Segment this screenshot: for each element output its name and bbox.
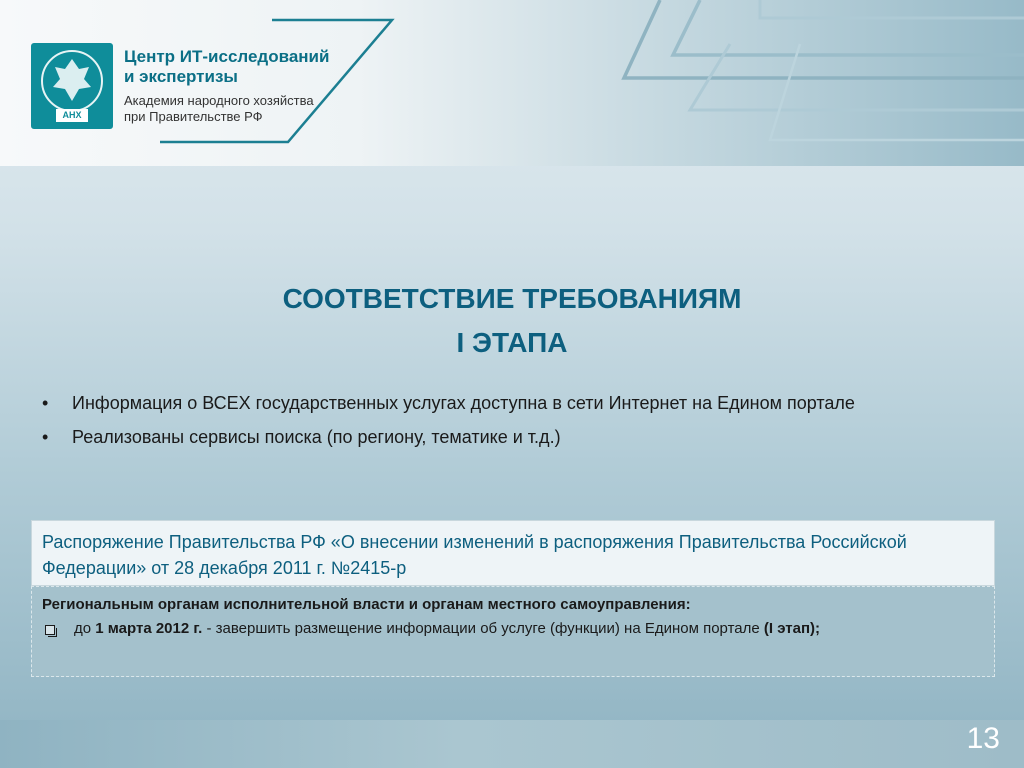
page-number: 13 [966, 722, 1000, 755]
regional-requirements-box [31, 586, 995, 677]
bullet-text: Информация о ВСЕХ государственных услугах доступна в сети Интернет на Едином портале [72, 393, 855, 413]
emblem-label: АНХ [62, 110, 82, 120]
slide-title-line1: СООТВЕТСТВИЕ ТРЕБОВАНИЯМ [282, 283, 742, 314]
bullet-list [40, 390, 990, 458]
footer-bar [0, 720, 1024, 768]
logo-subtitle [124, 93, 314, 125]
region-item-date: 1 марта 2012 г. [95, 620, 203, 637]
checkbox-bullet-icon [45, 625, 55, 635]
academy-emblem-icon [31, 43, 113, 129]
region-item-prefix: до [74, 620, 96, 637]
header [0, 0, 1024, 166]
bullet-item [40, 390, 990, 416]
logo-name-line1: Центр ИТ-исследований [124, 47, 330, 66]
decree-box [31, 520, 995, 586]
logo-sub-line2: при Правительстве РФ [124, 109, 263, 124]
decree-text: Распоряжение Правительства РФ «О внесении изменений в распоряжения Правительства Российской Федерации» от 28 декабря 2011 г. №2415-р [42, 532, 907, 578]
logo-title [124, 47, 329, 87]
bullet-dot: • [42, 427, 49, 447]
bullet-dot: • [42, 393, 49, 413]
bullet-item [40, 424, 990, 450]
region-item-text: - завершить размещение информации об услуге (функции) на Едином портале [202, 620, 764, 637]
slide-title-line2: I ЭТАПА [456, 327, 568, 358]
logo-name-line2: и экспертизы [124, 67, 238, 86]
logo-sub-line1: Академия народного хозяйства [124, 93, 314, 108]
region-list-item [42, 617, 984, 641]
region-heading: Региональным органам исполнительной власти и органам местного самоуправления: [42, 596, 691, 613]
bullet-text: Реализованы сервисы поиска (по региону, тематике и т.д.) [72, 427, 561, 447]
region-item-stage: (I этап); [763, 620, 821, 637]
